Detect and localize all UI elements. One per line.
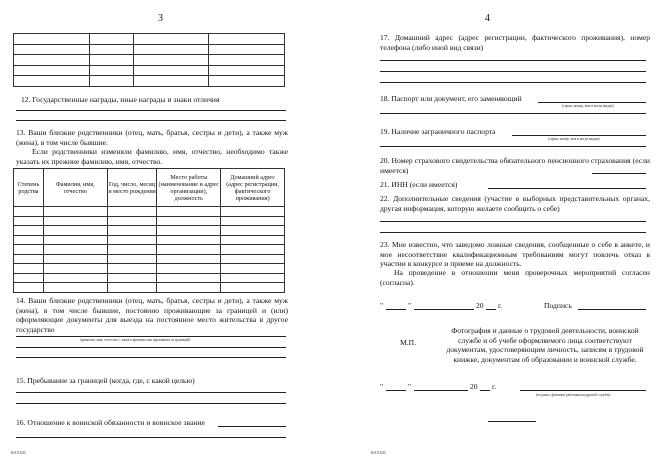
table-cell[interactable] (107, 254, 157, 264)
table-cell[interactable] (107, 283, 157, 293)
table-cell[interactable] (89, 34, 133, 45)
table-cell[interactable] (14, 235, 44, 245)
table-cell[interactable] (133, 34, 209, 45)
q22-answer-line[interactable] (380, 221, 646, 222)
table-cell[interactable] (133, 55, 209, 66)
table-cell[interactable] (43, 207, 107, 217)
question-16: 16. Отношение к воинской обязанности и воинское звание (16, 418, 205, 427)
table-cell[interactable] (89, 55, 133, 66)
year-prefix-2: 20 (470, 382, 478, 391)
q14-answer-line[interactable] (16, 347, 286, 348)
date-open-quote-2: " (380, 382, 384, 391)
column-header: Фамилия, имя, отчество (43, 169, 107, 207)
q18-answer-line[interactable] (380, 113, 646, 114)
table-cell[interactable] (14, 254, 44, 264)
hr-signature-hint: (подпись, фамилия работника кадровой службы) (536, 393, 611, 397)
question-15: 15. Пребывание за границей (когда, где, с какой целью) (16, 376, 195, 385)
table-cell[interactable] (221, 245, 285, 255)
table-cell[interactable] (14, 55, 90, 66)
column-header: Степень родства (14, 169, 44, 207)
q18-answer-line[interactable] (538, 102, 646, 103)
table-cell[interactable] (43, 264, 107, 274)
relatives-table (13, 168, 285, 293)
date-day-line[interactable] (386, 309, 406, 310)
table-cell[interactable] (43, 216, 107, 226)
question-13: 13. Ваши близкие родственники (отец, мать, братья, сестры и дети), а также муж (жена), в том числе бывшие. (16, 128, 288, 147)
question-21: 21. ИНН (если имеется) (380, 180, 458, 189)
q14-answer-line[interactable] (16, 357, 286, 358)
q17-answer-line[interactable] (380, 82, 646, 83)
q15-answer-line[interactable] (16, 403, 286, 404)
question-23-consent: На проведение в отношении меня проверочных мероприятий согласен (согласна). (380, 268, 650, 287)
signature-line[interactable] (578, 309, 646, 310)
q19-hint: (серия, номер, кем и когда выдан) (548, 137, 600, 141)
table-cell[interactable] (133, 65, 209, 76)
question-20: 20. Номер страхового свидетельства обязательного пенсионного страхования (если имеется) (380, 156, 650, 175)
table-cell[interactable] (107, 216, 157, 226)
table-cell[interactable] (89, 76, 133, 87)
q21-answer-line[interactable] (488, 188, 646, 189)
table-cell[interactable] (209, 65, 285, 76)
q16-answer-line[interactable] (16, 437, 286, 438)
column-header: Домашний адрес (адрес регистрации, фактического проживания) (221, 169, 285, 207)
table-cell[interactable] (157, 207, 221, 217)
table-cell[interactable] (43, 273, 107, 283)
q19-answer-line[interactable] (512, 135, 646, 136)
table-cell[interactable] (43, 235, 107, 245)
table-cell[interactable] (157, 235, 221, 245)
year-g: г. (498, 301, 503, 310)
table-cell[interactable] (14, 226, 44, 236)
bottom-short-line[interactable] (488, 421, 536, 422)
date-month-line-2[interactable] (414, 390, 468, 391)
awards-carryover-table (13, 33, 285, 87)
date-day-line-2[interactable] (386, 390, 406, 391)
table-cell[interactable] (14, 264, 44, 274)
year-prefix: 20 (476, 301, 484, 310)
signature-label: Подпись (544, 301, 572, 310)
footer-code: 1615341 (10, 450, 27, 455)
q19-answer-line[interactable] (380, 146, 646, 147)
q20-answer-line[interactable] (592, 173, 646, 174)
q17-answer-line[interactable] (380, 71, 646, 72)
date-open-quote: " (380, 301, 384, 310)
footer-code-right: 1615341 (370, 450, 387, 455)
table-cell[interactable] (221, 226, 285, 236)
table-cell[interactable] (157, 283, 221, 293)
question-22: 22. Дополнительные сведения (участие в выборных представительных органах, другая информация, которую желаете сообщить о себе) (380, 194, 650, 213)
column-header: Год, число, месяц и место рождения (107, 169, 157, 207)
hr-signature-line[interactable] (520, 390, 646, 391)
table-cell[interactable] (14, 207, 44, 217)
table-cell[interactable] (107, 264, 157, 274)
table-cell[interactable] (14, 283, 44, 293)
date-year-line[interactable] (486, 309, 496, 310)
column-header: Место работы (наименование и адрес организации), должность (157, 169, 221, 207)
table-cell[interactable] (107, 207, 157, 217)
table-cell[interactable] (209, 76, 285, 87)
table-cell[interactable] (157, 245, 221, 255)
question-19: 19. Наличие заграничного паспорта (380, 127, 496, 136)
stamp-mp-label: М.П. (400, 338, 417, 347)
table-cell[interactable] (89, 65, 133, 76)
year-g-2: г. (492, 382, 497, 391)
question-23: 23. Мне известно, что заведомо ложные сведения, сообщенные о себе в анкете, и мое несоответствие квалификационным требованиям могут повлечь отказ в участии в конкурсе и приеме на должность. (380, 240, 650, 269)
table-cell[interactable] (157, 226, 221, 236)
q22-answer-line[interactable] (380, 232, 646, 233)
table-cell[interactable] (209, 34, 285, 45)
table-cell[interactable] (221, 207, 285, 217)
table-cell[interactable] (133, 44, 209, 55)
q14-hint: (фамилия, имя, отчество, с какого времени они проживают за границей) (80, 338, 191, 342)
table-cell[interactable] (157, 273, 221, 283)
q16-answer-line[interactable] (218, 426, 286, 427)
hr-certification-text: Фотография и данные о трудовой деятельности, воинской службе и об учебе оформляемого лица соответствуют документам, удостоверяющим личность, записям в трудовой книжке, документам об образовании и воинской службе. (446, 326, 644, 364)
date-close-quote: " (408, 301, 412, 310)
table-cell[interactable] (107, 245, 157, 255)
date-year-line-2[interactable] (480, 390, 490, 391)
table-cell[interactable] (14, 273, 44, 283)
question-17: 17. Домашний адрес (адрес регистрации, фактического проживания), номер телефона (либо иной вид связи) (380, 33, 650, 52)
question-18: 18. Паспорт или документ, его заменяющий (380, 94, 522, 103)
table-cell[interactable] (107, 273, 157, 283)
question-12: 12. Государственные награды, иные награды и знаки отличия (21, 95, 220, 104)
q14-answer-line[interactable] (16, 336, 286, 337)
question-14: 14. Ваши близкие родственники (отец, мать, братья, сестры и дети), а также муж (жена), в том числе бывшие, постоянно проживающие за границей и (или) оформляющие документы для выезда на постоянное место жительства в другое государство (16, 296, 288, 334)
right-page (330, 0, 660, 468)
q12-answer-line[interactable] (16, 120, 286, 121)
table-cell[interactable] (14, 44, 90, 55)
date-month-line[interactable] (414, 309, 474, 310)
table-cell[interactable] (89, 44, 133, 55)
table-cell[interactable] (107, 226, 157, 236)
table-cell[interactable] (133, 76, 209, 87)
table-cell[interactable] (14, 34, 90, 45)
table-cell[interactable] (107, 235, 157, 245)
q15-answer-line[interactable] (16, 392, 286, 393)
table-cell[interactable] (221, 216, 285, 226)
table-cell[interactable] (209, 55, 285, 66)
page-number-4: 4 (485, 13, 490, 24)
table-cell[interactable] (43, 254, 107, 264)
q17-answer-line[interactable] (380, 60, 646, 61)
table-cell[interactable] (157, 264, 221, 274)
table-cell[interactable] (14, 245, 44, 255)
date-close-quote-2: " (408, 382, 412, 391)
page-number-3: 3 (158, 13, 163, 24)
table-cell[interactable] (43, 283, 107, 293)
table-cell[interactable] (209, 44, 285, 55)
table-cell[interactable] (43, 245, 107, 255)
table-cell[interactable] (221, 264, 285, 274)
table-cell[interactable] (14, 76, 90, 87)
table-cell[interactable] (43, 226, 107, 236)
q12-answer-line[interactable] (16, 110, 286, 111)
table-cell[interactable] (14, 216, 44, 226)
table-cell[interactable] (14, 65, 90, 76)
table-cell[interactable] (221, 283, 285, 293)
table-cell[interactable] (221, 235, 285, 245)
table-cell[interactable] (157, 216, 221, 226)
table-cell[interactable] (221, 254, 285, 264)
q18-hint: (серия, номер, кем и когда выдан) (562, 104, 614, 108)
table-cell[interactable] (221, 273, 285, 283)
table-cell[interactable] (157, 254, 221, 264)
question-13-note: Если родственники изменяли фамилию, имя, отчество, необходимо также указать их прежние фамилию, имя, отчество. (16, 147, 288, 166)
